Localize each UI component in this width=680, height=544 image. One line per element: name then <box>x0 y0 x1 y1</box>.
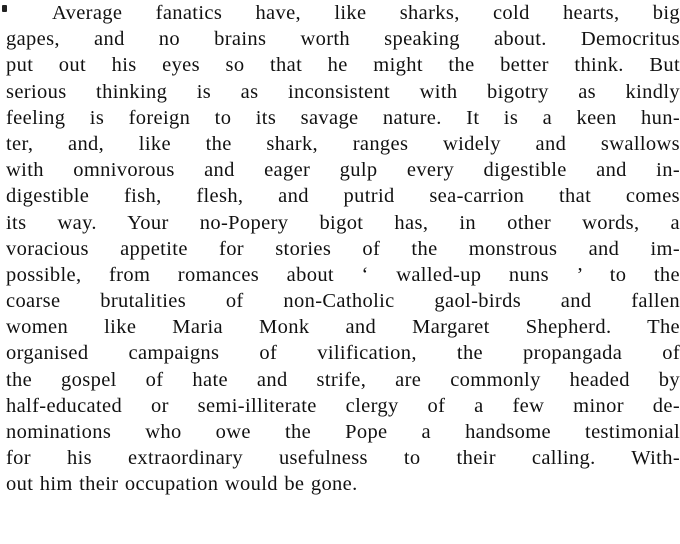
paragraph-line: voracious appetite for stories of the monstrous and im- <box>6 237 680 260</box>
paragraph-line: Average fanatics have, like sharks, cold hearts, big <box>52 2 680 24</box>
paragraph-line: with omnivorous and eager gulp every digestible and in- <box>6 159 680 182</box>
paragraph-line: ter, and, like the shark, ranges widely and swallows <box>6 132 680 155</box>
paragraph-line: gapes, and no brains worth speaking about. Democritus <box>6 28 680 51</box>
paragraph-line: possible, from romances about ‘ walled-up nuns ’ to the <box>6 263 680 286</box>
paragraph-line: women like Maria Monk and Margaret Shepherd. The <box>6 316 680 339</box>
paragraph-line: its way. Your no-Popery bigot has, in other words, a <box>6 211 680 234</box>
paragraph-line: for his extraordinary usefulness to their calling. With- <box>6 447 680 470</box>
paragraph-line: nominations who owe the Pope a handsome testimonial <box>6 421 680 443</box>
paragraph-line: coarse brutalities of non-Catholic gaol-birds and fallen <box>6 290 680 313</box>
paragraph-line: out him their occupation would be gone. <box>6 473 358 496</box>
paragraph-line: digestible fish, flesh, and putrid sea-carrion that comes <box>6 185 680 208</box>
paragraph-line: put out his eyes so that he might the better think. But <box>6 54 680 77</box>
paragraph <box>6 0 680 498</box>
paragraph-line: the gospel of hate and strife, are commonly headed by <box>6 368 680 391</box>
paragraph-line: half-educated or semi-illiterate clergy of a few minor de- <box>6 394 680 417</box>
paragraph-line: serious thinking is as inconsistent with bigotry as kindly <box>6 80 680 103</box>
paragraph-line: organised campaigns of vilification, the propangada of <box>6 342 680 365</box>
paragraph-line: feeling is foreign to its savage nature. It is a keen hun- <box>6 106 680 129</box>
